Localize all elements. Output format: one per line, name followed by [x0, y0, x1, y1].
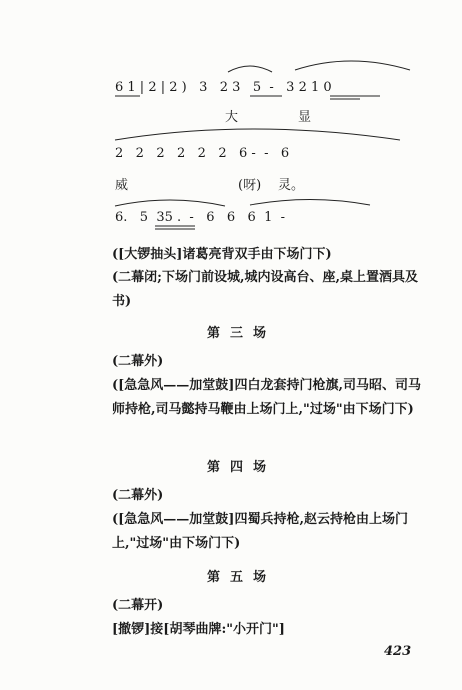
scene-4-text: ([急急风——加堂鼓]四蜀兵持枪,赵云持枪由上场门上,"过场"由下场门下) — [112, 512, 408, 551]
scene-3-heading: 第三场 — [207, 326, 277, 341]
lyric-wei: 威 — [115, 178, 129, 193]
lyric-ya: (呀) — [238, 178, 262, 193]
scene-5-text: [撤锣]接[胡琴曲牌:"小开门"] — [112, 622, 285, 637]
page-number: 423 — [384, 644, 412, 659]
score-row-1: 6 1 | 2 | 2 ) 3 2 3 5 - 3 2 1 0 — [115, 80, 332, 95]
score-row-2: 2 2 2 2 2 2 6 - - 6 — [115, 146, 290, 161]
lyric-da: 大 — [225, 110, 239, 125]
score-row-3: 6. 5 35 . - 6 6 6 1 - — [115, 210, 285, 225]
scene-4-heading: 第四场 — [207, 460, 277, 475]
scene-5-curtain: (二幕开) — [112, 598, 164, 613]
scene-4-curtain: (二幕外) — [112, 488, 164, 503]
lyric-ling: 灵。 — [278, 178, 305, 193]
stage-direction-1: ([大锣抽头]诸葛亮背双手由下场门下) — [112, 247, 332, 262]
music-score — [0, 0, 462, 240]
lyric-xian: 显 — [298, 110, 312, 125]
scene-5-heading: 第五场 — [207, 570, 277, 585]
stage-direction-2: (二幕闭;下场门前设城,城内设高台、座,桌上置酒具及书) — [112, 270, 419, 309]
scene-3-text: ([急急风——加堂鼓]四白龙套持门枪旗,司马昭、司马师持枪,司马懿持马鞭由上场门上,"过场"由下场门下) — [112, 378, 421, 417]
scene-3-curtain: (二幕外) — [112, 354, 164, 369]
